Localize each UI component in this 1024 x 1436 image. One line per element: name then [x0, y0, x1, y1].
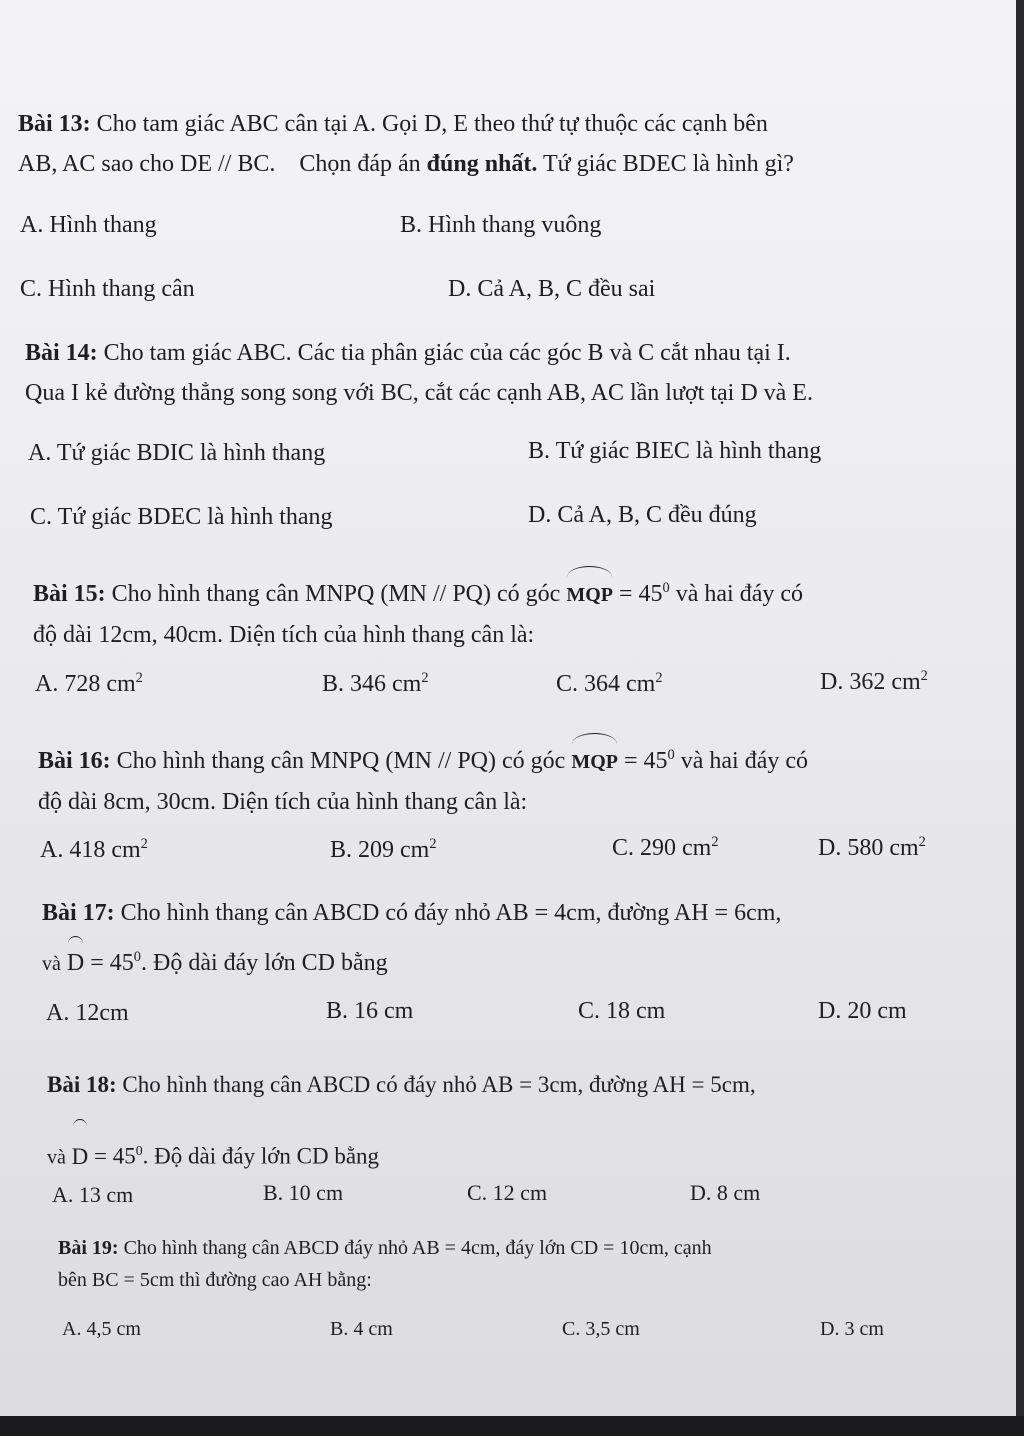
question-13 [18, 104, 794, 184]
question-text: . Độ dài đáy lớn CD bằng [142, 1143, 380, 1169]
angle-d-symbol: D [72, 1124, 89, 1190]
option-a[interactable] [40, 836, 148, 864]
angle-d-symbol: D [67, 941, 84, 985]
option-d[interactable]: D. Cả A, B, C đều sai [448, 276, 656, 302]
option-c[interactable] [556, 670, 663, 698]
option-a[interactable]: A. 4,5 cm [62, 1318, 141, 1340]
option-b[interactable]: B. Hình thang vuông [400, 212, 602, 238]
question-text: Cho hình thang cân ABCD đáy nhỏ AB = 4cm, đáy lớn CD = 10cm, cạnh [123, 1237, 712, 1259]
question-17 [42, 891, 781, 986]
option-exponent: 2 [140, 836, 148, 852]
question-text: và [47, 1146, 66, 1169]
degree-sup: 0 [667, 747, 675, 763]
option-c[interactable]: C. Tứ giác BDEC là hình thang [30, 504, 333, 530]
question-label: Bài 15: [33, 581, 106, 607]
option-d[interactable]: D. 8 cm [690, 1180, 761, 1205]
question-text: độ dài 8cm, 30cm. Diện tích của hình thang cân là: [38, 789, 528, 815]
question-text: Cho hình thang cân MNPQ (MN // PQ) có góc [116, 748, 566, 774]
option-text: C. 290 cm [612, 835, 712, 861]
question-text: Tứ giác BDEC là hình gì? [542, 151, 794, 177]
option-b[interactable]: B. 16 cm [326, 998, 414, 1024]
option-text: D. 580 cm [818, 835, 919, 861]
question-text: và hai đáy có [680, 748, 808, 774]
question-14 [25, 333, 813, 413]
question-18 [47, 1052, 756, 1191]
option-c[interactable]: C. 3,5 cm [562, 1318, 640, 1340]
option-exponent: 2 [421, 670, 429, 686]
option-exponent: 2 [711, 834, 719, 850]
question-text: Cho hình thang cân ABCD có đáy nhỏ AB = 3cm, đường AH = 5cm, [122, 1072, 756, 1097]
option-c[interactable]: C. 12 cm [467, 1180, 548, 1205]
option-a[interactable]: A. 12cm [46, 1000, 129, 1026]
option-text: A. 418 cm [40, 837, 141, 863]
degree-sup: 0 [662, 580, 670, 596]
angle-symbol: MQP [571, 742, 618, 782]
option-exponent: 2 [135, 670, 143, 686]
question-label: Bài 13: [18, 111, 91, 137]
option-a[interactable]: A. Tứ giác BDIC là hình thang [28, 440, 326, 466]
option-exponent: 2 [429, 836, 437, 852]
question-text: Qua I kẻ đường thẳng song song với BC, cắt các cạnh AB, AC lần lượt tại D và E. [25, 380, 813, 406]
option-b[interactable]: B. Tứ giác BIEC là hình thang [528, 438, 822, 464]
question-text: AB, AC sao cho DE // BC. [18, 151, 276, 177]
question-text: = 45 [94, 1143, 136, 1169]
question-15 [33, 568, 803, 655]
option-text: A. 728 cm [35, 671, 136, 697]
option-exponent: 2 [918, 834, 926, 850]
question-text: = 45 [90, 950, 134, 976]
question-text: = 45 [618, 581, 663, 607]
question-16 [38, 735, 808, 822]
option-text: D. 362 cm [820, 669, 921, 695]
degree-sup: 0 [133, 949, 141, 965]
question-label: Bài 19: [58, 1237, 119, 1259]
option-b[interactable] [330, 836, 437, 864]
option-text: C. 364 cm [556, 671, 656, 697]
option-text: B. 209 cm [330, 837, 430, 863]
question-label: Bài 16: [38, 748, 111, 774]
emphasis-text: đúng nhất. [426, 151, 538, 177]
question-label: Bài 14: [25, 340, 98, 366]
option-a[interactable]: A. 13 cm [52, 1182, 134, 1207]
question-text: Cho hình thang cân ABCD có đáy nhỏ AB = 4cm, đường AH = 6cm, [120, 900, 782, 926]
angle-symbol: MQP [566, 575, 613, 615]
question-text: Chọn đáp án [299, 151, 421, 177]
question-text: . Độ dài đáy lớn CD bằng [140, 950, 388, 976]
option-c[interactable] [612, 834, 719, 862]
question-text: độ dài 12cm, 40cm. Diện tích của hình thang cân là: [33, 622, 535, 648]
option-exponent: 2 [655, 670, 663, 686]
option-c[interactable]: C. 18 cm [578, 998, 666, 1024]
option-d[interactable] [818, 834, 926, 862]
question-19 [58, 1232, 712, 1296]
option-b[interactable] [322, 670, 429, 698]
option-b[interactable]: B. 4 cm [330, 1318, 393, 1340]
question-label: Bài 17: [42, 900, 115, 926]
option-d[interactable] [820, 668, 928, 696]
question-text: và hai đáy có [675, 581, 803, 607]
question-text: = 45 [623, 748, 668, 774]
question-text: bên BC = 5cm thì đường cao AH bằng: [58, 1269, 372, 1291]
option-a[interactable] [35, 670, 143, 698]
question-text: Cho tam giác ABC cân tại A. Gọi D, E theo thứ tự thuộc các cạnh bên [96, 111, 768, 137]
option-a[interactable]: A. Hình thang [20, 212, 157, 238]
option-exponent: 2 [920, 668, 928, 684]
question-label: Bài 18: [47, 1072, 117, 1097]
question-text: và [42, 953, 61, 975]
option-c[interactable]: C. Hình thang cân [20, 276, 195, 302]
option-d[interactable]: D. Cả A, B, C đều đúng [528, 502, 757, 528]
question-text: Cho tam giác ABC. Các tia phân giác của các góc B và C cắt nhau tại I. [103, 340, 791, 366]
option-d[interactable]: D. 20 cm [818, 998, 907, 1024]
option-b[interactable]: B. 10 cm [263, 1180, 344, 1205]
bottom-dark-edge [0, 1416, 1024, 1436]
option-d[interactable]: D. 3 cm [820, 1318, 884, 1340]
question-text: Cho hình thang cân MNPQ (MN // PQ) có góc [111, 581, 561, 607]
option-text: B. 346 cm [322, 671, 422, 697]
degree-sup: 0 [135, 1143, 143, 1158]
